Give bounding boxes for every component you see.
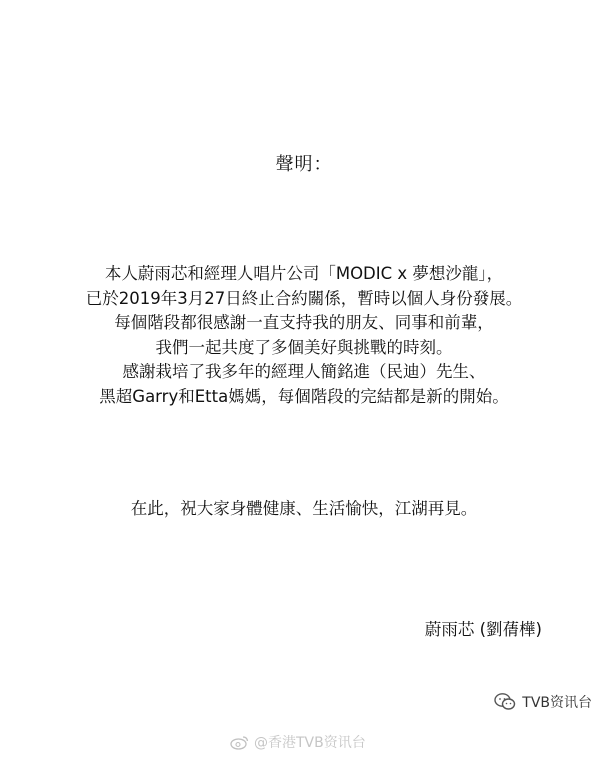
statement-line: 黑超Garry和Etta媽媽，每個階段的完結都是新的開始。 (99, 386, 509, 406)
statement-line: 已於2019年3月27日終止合約關係，暫時以個人身份發展。 (85, 288, 523, 308)
statement-line: 我們一起共度了多個美好與挑戰的時刻。 (155, 337, 453, 357)
statement-signature: 蔚雨芯 (劉蒨樺) (424, 620, 542, 639)
statement-closing: 在此，祝大家身體健康、生活愉快，江湖再見。 (130, 499, 478, 518)
statement-title: 聲明： (275, 154, 333, 175)
weibo-icon (230, 734, 250, 750)
wechat-icon (494, 692, 516, 712)
statement-body (20, 262, 588, 409)
statement-line: 每個階段都很感謝一直支持我的朋友、同事和前輩， (114, 313, 494, 332)
statement-line: 本人蔚雨芯和經理人唱片公司「MODIC x 夢想沙龍」， (104, 264, 504, 283)
weibo-watermark-text: @香港TVB资讯台 (254, 735, 366, 751)
wechat-watermark (494, 692, 592, 712)
wechat-watermark-text: TVB资讯台 (522, 695, 592, 711)
statement-line: 感謝栽培了我多年的經理人簡銘進（民迪）先生、 (122, 362, 486, 381)
weibo-watermark (230, 732, 366, 752)
